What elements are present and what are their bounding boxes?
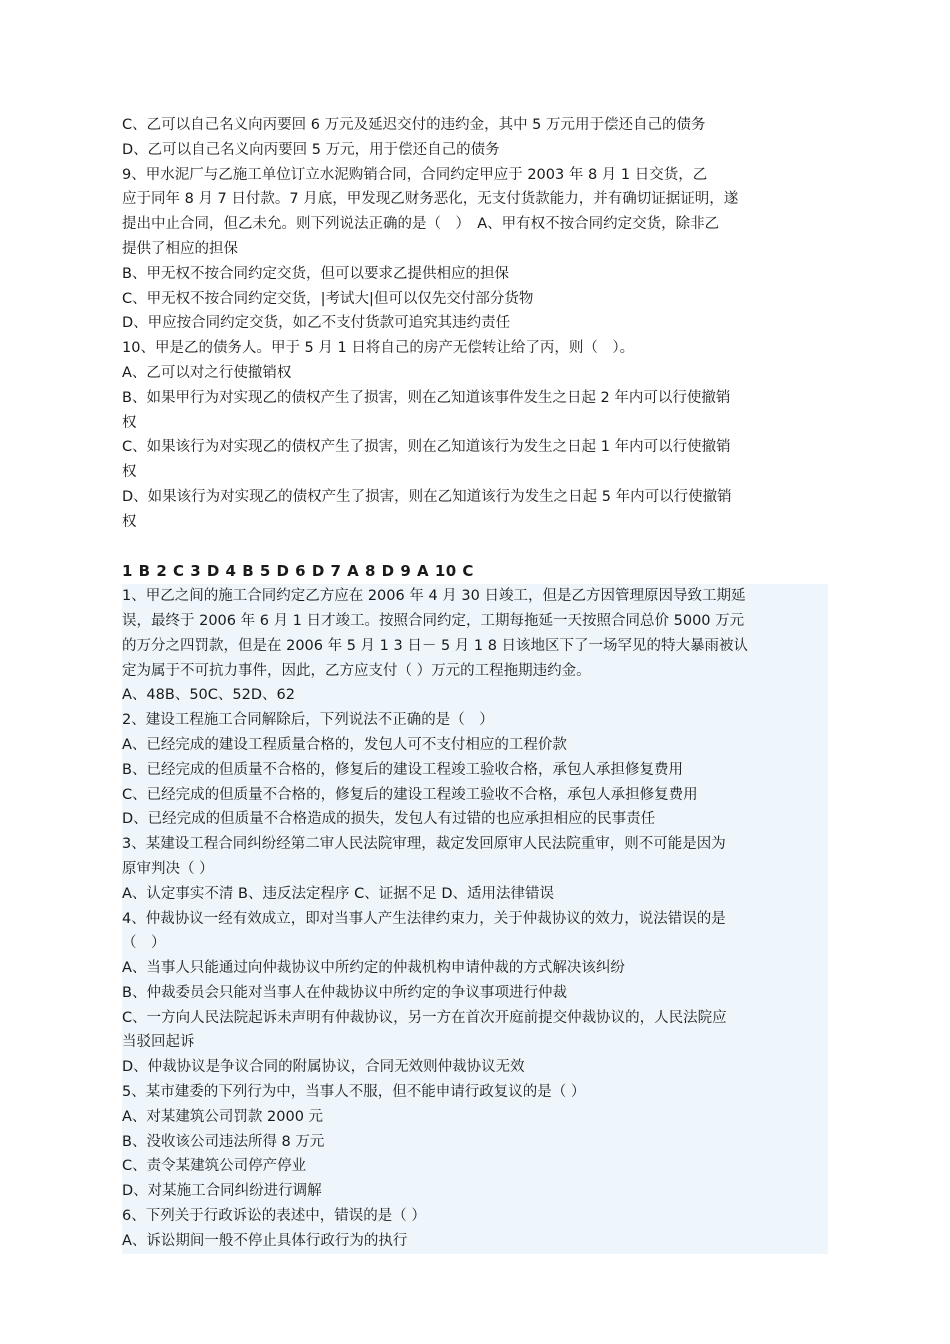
text-line: 权 [122, 464, 137, 481]
text-line: 1、甲乙之间的施工合同约定乙方应在 2006 年 4 月 30 日竣工，但是乙方因管理原因导致工期延 [122, 588, 746, 605]
text-line: C、如果该行为对实现乙的债权产生了损害，则在乙知道该行为发生之日起 1 年内可以行使撤销 [122, 439, 731, 456]
text-line: 提供了相应的担保 [122, 240, 238, 257]
text-line: 2、建设工程施工合同解除后，下列说法不正确的是（ ） [122, 712, 494, 729]
text-line: B、已经完成的但质量不合格的，修复后的建设工程竣工验收合格，承包人承担修复费用 [122, 761, 683, 778]
text-line: D、乙可以自己名义向丙要回 5 万元，用于偿还自己的债务 [122, 141, 500, 158]
answer-key: 1 B 2 C 3 D 4 B 5 D 6 D 7 A 8 D 9 A 10 C [122, 562, 474, 581]
text-line: C、已经完成的但质量不合格的，修复后的建设工程竣工验收不合格，承包人承担修复费用 [122, 786, 698, 803]
text-line: 原审判决（ ） [122, 860, 214, 877]
text-line: D、已经完成的但质量不合格造成的损失，发包人有过错的也应承担相应的民事责任 [122, 811, 656, 828]
text-line: 权 [122, 513, 137, 530]
text-line: B、仲裁委员会只能对当事人在仲裁协议中所约定的争议事项进行仲裁 [122, 984, 567, 1001]
text-line: D、对某施工合同纠纷进行调解 [122, 1183, 322, 1200]
text-line: D、如果该行为对实现乙的债权产生了损害，则在乙知道该行为发生之日起 5 年内可以行使撤销 [122, 488, 732, 505]
text-line: 9、甲水泥厂与乙施工单位订立水泥购销合同，合同约定甲应于 2003 年 8 月 1 日交货，乙 [122, 166, 708, 183]
text-line: 误，最终于 2006 年 6 月 1 日才竣工。按照合同约定，工期每拖延一天按照合同总价 5000 万元 [122, 612, 745, 629]
document-body [122, 113, 828, 1254]
text-line: 应于同年 8 月 7 日付款。7 月底，甲发现乙财务恶化，无支付货款能力，并有确切证据证明，遂 [122, 191, 739, 208]
text-line: 提出中止合同，但乙未允。则下列说法正确的是（ ） A、甲有权不按合同约定交货，除非乙 [122, 216, 720, 233]
text-line: B、甲无权不按合同约定交货，但可以要求乙提供相应的担保 [122, 265, 509, 282]
text-line: 的万分之四罚款，但是在 2006 年 5 月 1 3 日－ 5 月 1 8 日该地区下了一场罕见的特大暴雨被认 [122, 637, 749, 654]
text-line: 10、甲是乙的债务人。甲于 5 月 1 日将自己的房产无偿转让给了丙，则（ ）。 [122, 340, 635, 357]
text-line: 定为属于不可抗力事件，因此，乙方应支付（ ）万元的工程拖期违约金。 [122, 662, 591, 679]
text-line: B、没收该公司违法所得 8 万元 [122, 1133, 325, 1150]
text-line: 3、某建设工程合同纠纷经第二审人民法院审理，裁定发回原审人民法院重审，则不可能是因为 [122, 836, 726, 853]
text-line: A、已经完成的建设工程质量合格的，发包人可不支付相应的工程价款 [122, 736, 567, 753]
text-line: 当驳回起诉 [122, 1034, 195, 1051]
text-line: 6、下列关于行政诉讼的表述中，错误的是（ ） [122, 1208, 426, 1225]
text-line: A、诉讼期间一般不停止具体行政行为的执行 [122, 1232, 408, 1249]
highlighted-section [122, 584, 828, 1254]
text-line: 5、某市建委的下列行为中，当事人不服，但不能申请行政复议的是（ ） [122, 1084, 586, 1101]
text-line: B、如果甲行为对实现乙的债权产生了损害，则在乙知道该事件发生之日起 2 年内可以行使撤销 [122, 389, 731, 406]
text-line: A、乙可以对之行使撤销权 [122, 364, 292, 381]
text-line: C、一方向人民法院起诉未声明有仲裁协议，另一方在首次开庭前提交仲裁协议的，人民法院应 [122, 1009, 727, 1026]
text-line: A、认定事实不清 B、违反法定程序 C、证据不足 D、适用法律错误 [122, 885, 554, 902]
text-line: C、乙可以自己名义向丙要回 6 万元及延迟交付的违约金，其中 5 万元用于偿还自己的债务 [122, 117, 706, 133]
text-line: 权 [122, 414, 137, 431]
text-line: D、仲裁协议是争议合同的附属协议，合同无效则仲裁协议无效 [122, 1059, 525, 1076]
text-line: （ ） [122, 935, 166, 952]
text-line: A、对某建筑公司罚款 2000 元 [122, 1108, 324, 1125]
text-line: A、当事人只能通过向仲裁协议中所约定的仲裁机构申请仲裁的方式解决该纠纷 [122, 960, 625, 977]
text-line: C、甲无权不按合同约定交货，|考试大|但可以仅先交付部分货物 [122, 290, 534, 307]
text-line: A、48B、50C、52D、62 [122, 687, 295, 704]
text-line: C、责令某建筑公司停产停业 [122, 1158, 307, 1175]
text-line: 4、仲裁协议一经有效成立，即对当事人产生法律约束力，关于仲裁协议的效力，说法错误的是 [122, 910, 726, 927]
text-line [122, 535, 828, 560]
text-line: D、甲应按合同约定交货，如乙不支付货款可追究其违约责任 [122, 315, 511, 332]
